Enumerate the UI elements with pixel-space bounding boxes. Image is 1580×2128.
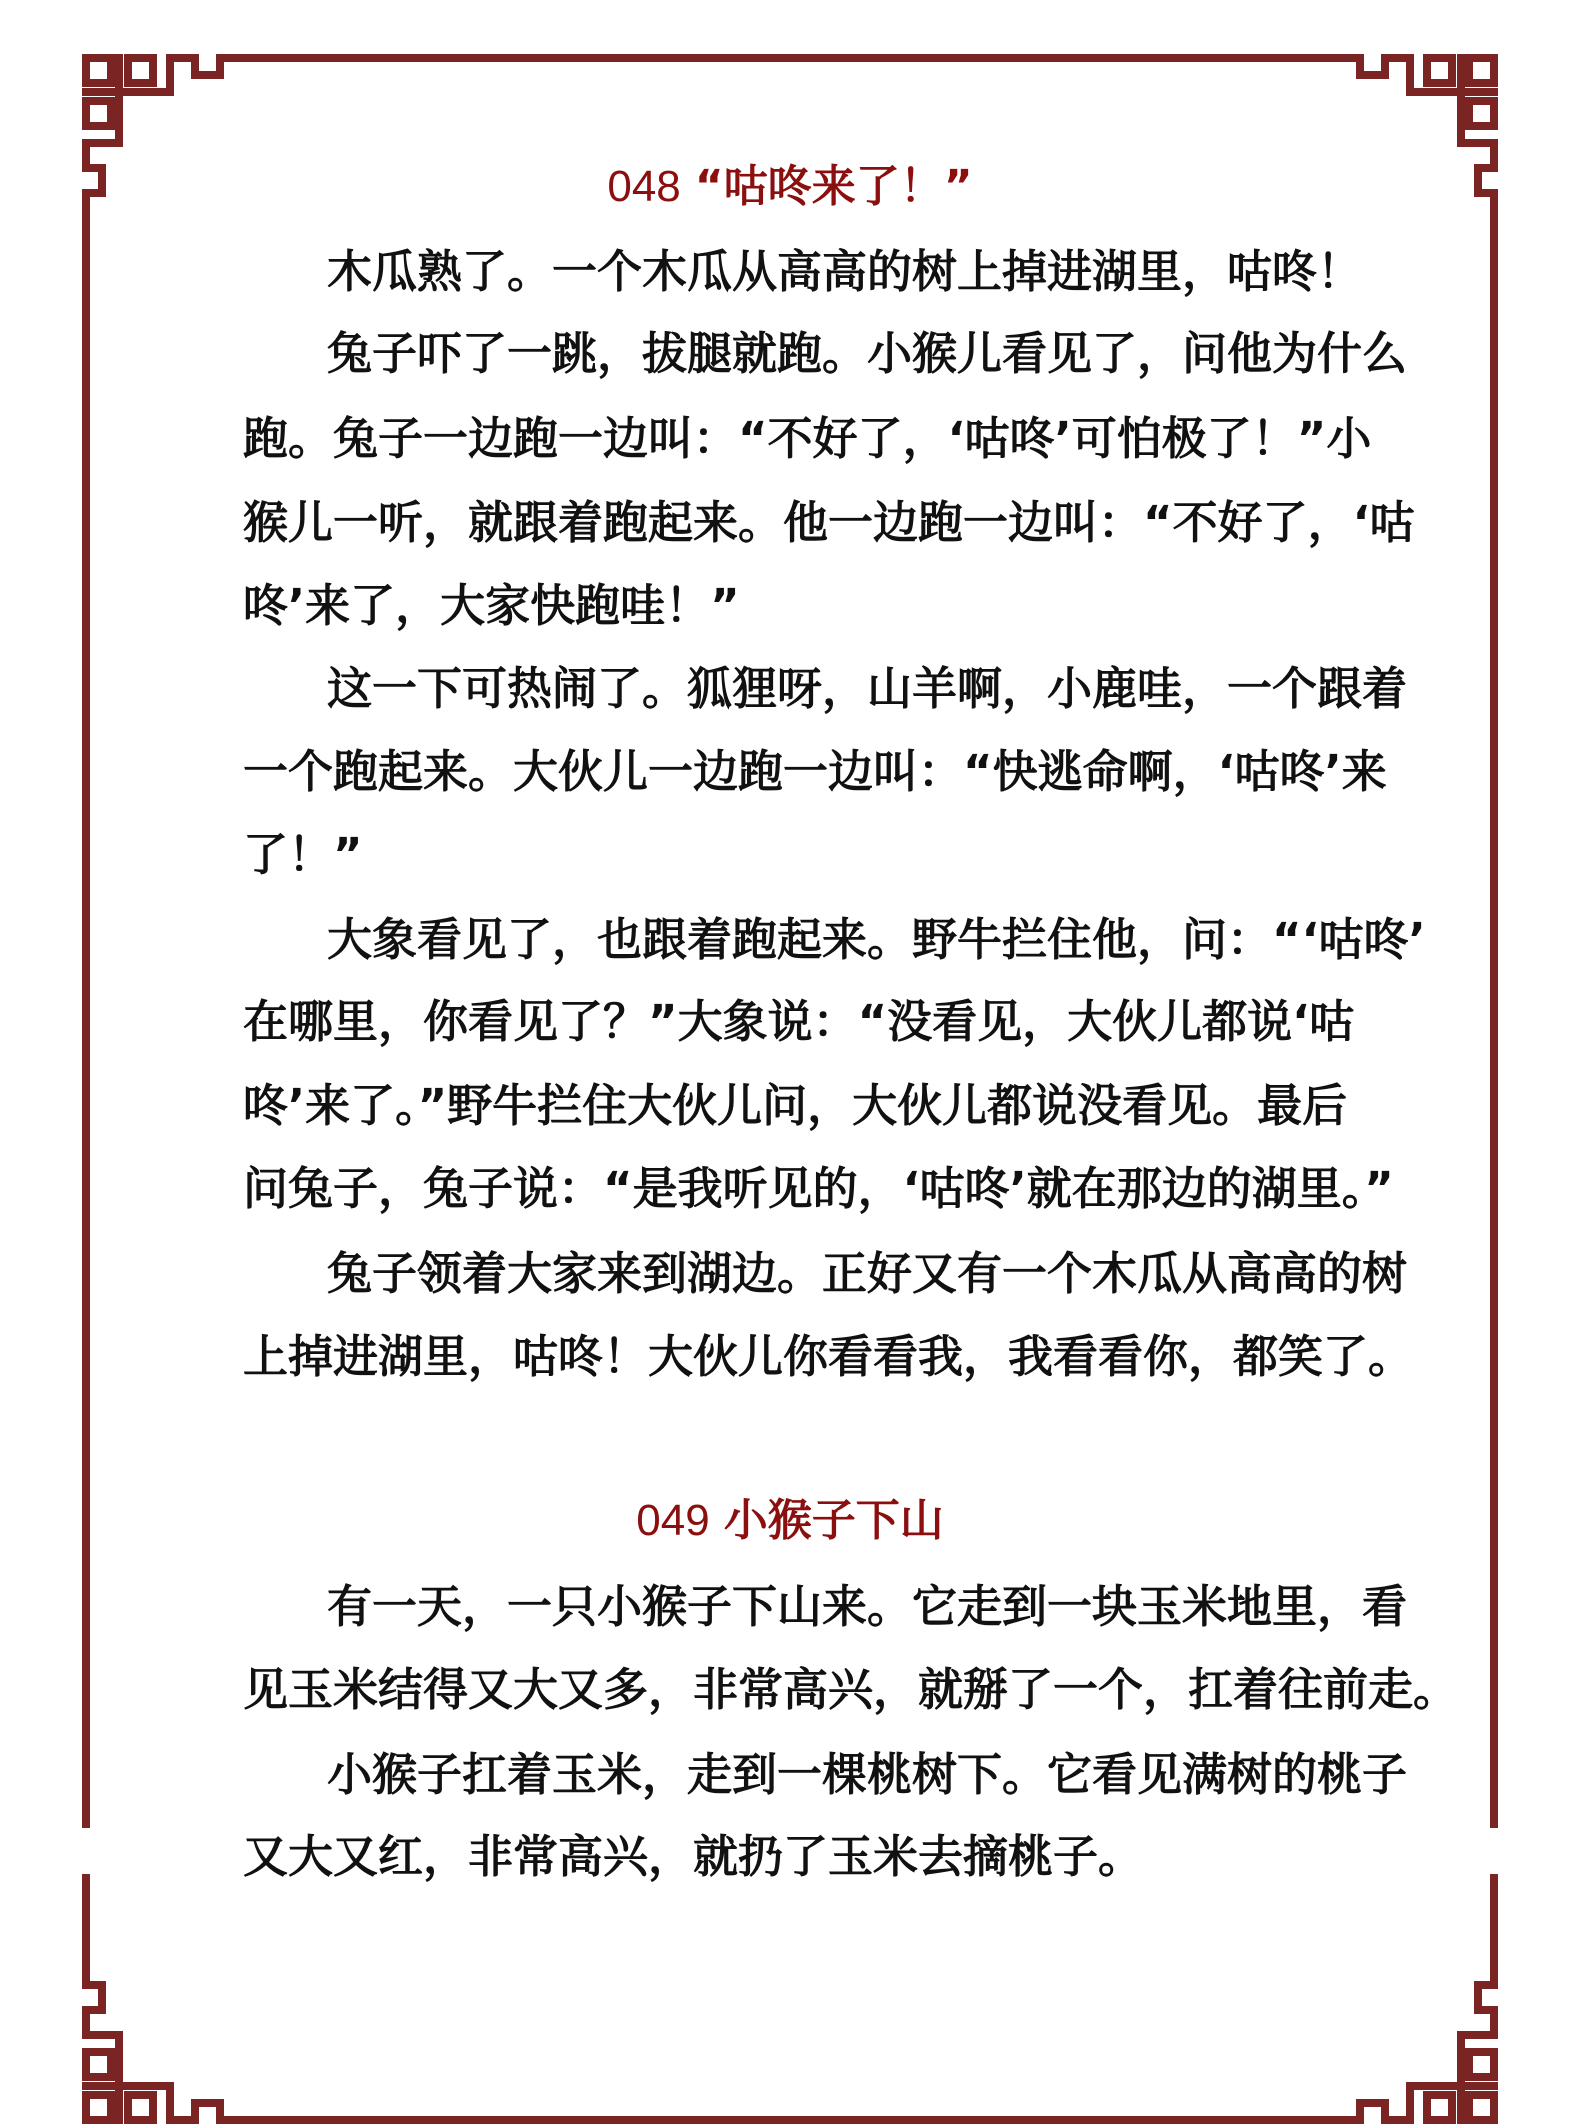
paragraph-line: 小猴子扛着玉米，走到一棵桃树下。它看见满树的桃子: [327, 1748, 1408, 1801]
paragraph-line: 一个跑起来。大伙儿一边跑一边叫：“快逃命啊，‘咕咚’来: [243, 745, 1387, 798]
paragraph-line: 问兔子，兔子说：“是我听见的，‘咕咚’就在那边的湖里。”: [243, 1162, 1394, 1215]
paragraph-line: 了！”: [243, 828, 363, 881]
frame-corner-bottom-left: [86, 1878, 300, 2120]
frame-corner-bottom-right: [1280, 1878, 1494, 2120]
paragraph-line: 这一下可热闹了。狐狸呀，山羊啊，小鹿哇，一个跟着: [327, 662, 1408, 715]
paragraph-line: 跑。兔子一边跑一边叫：“不好了，‘咕咚’可怕极了！”小: [243, 412, 1372, 465]
paragraph-line: 咚’来了。”野牛拦住大伙儿问，大伙儿都说没看见。最后: [243, 1079, 1348, 1132]
paragraph-line: 上掉进湖里，咕咚！大伙儿你看看我，我看看你，都笑了。: [243, 1330, 1414, 1383]
paragraph-line: 猴儿一听，就跟着跑起来。他一边跑一边叫：“不好了，‘咕: [243, 496, 1415, 549]
paragraph-line: 兔子领着大家来到湖边。正好又有一个木瓜从高高的树: [327, 1247, 1408, 1300]
section-number: 048: [607, 162, 681, 211]
section-title-048: [0, 159, 1580, 215]
section-heading: 小猴子下山: [723, 1495, 944, 1546]
section-number: 049: [636, 1496, 710, 1545]
paragraph-line: 兔子吓了一跳，拔腿就跑。小猴儿看见了，问他为什么: [327, 327, 1408, 380]
section-heading: “咕咚来了！”: [694, 161, 973, 212]
paragraph-line: 在哪里，你看见了？”大象说：“没看见，大伙儿都说‘咕: [243, 995, 1355, 1048]
paragraph-line: 又大又红，非常高兴，就扔了玉米去摘桃子。: [243, 1830, 1144, 1883]
paragraph-line: 木瓜熟了。一个木瓜从高高的树上掉进湖里，咕咚！: [327, 245, 1363, 298]
paragraph-line: 见玉米结得又大又多，非常高兴，就掰了一个，扛着往前走。: [243, 1663, 1459, 1716]
paragraph-line: 大象看见了，也跟着跑起来。野牛拦住他，问：“‘咕咚’: [327, 913, 1426, 966]
paragraph-line: 有一天，一只小猴子下山来。它走到一块玉米地里，看: [327, 1580, 1408, 1633]
paragraph-line: 咚’来了，大家快跑哇！”: [243, 579, 740, 632]
section-title-049: [0, 1493, 1580, 1549]
